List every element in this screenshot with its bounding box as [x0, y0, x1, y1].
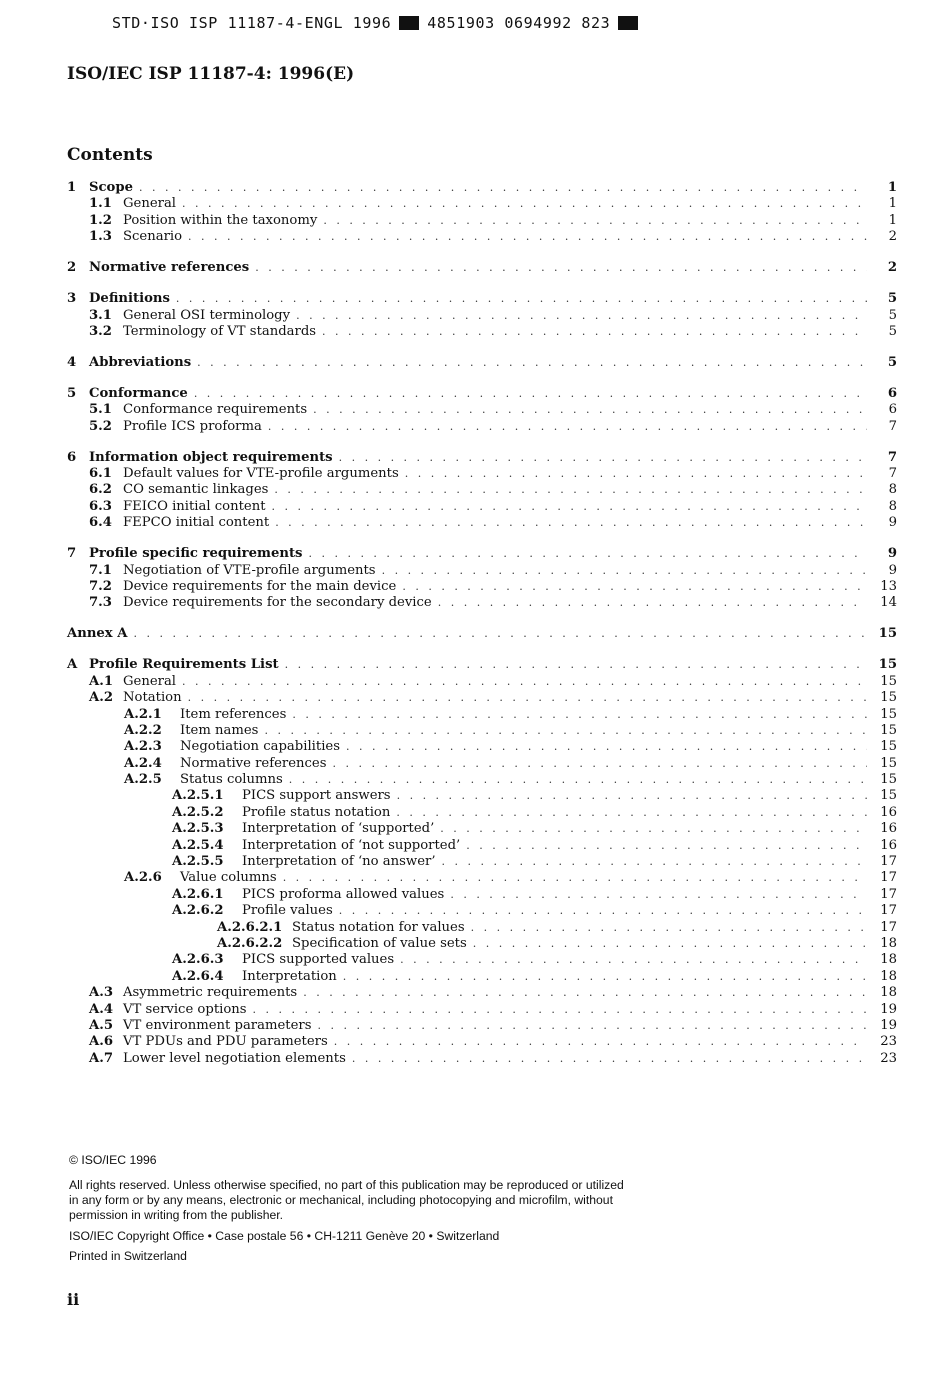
- dot-leader: [197, 356, 867, 369]
- toc-entry-number: A: [67, 657, 78, 673]
- toc-entry-number: 1.3: [89, 229, 112, 245]
- toc-entry-number: A.2.6: [124, 870, 162, 886]
- toc-entry[interactable]: [67, 756, 897, 772]
- toc-entry-page: 14: [880, 595, 897, 611]
- toc-entry[interactable]: [67, 196, 897, 212]
- dot-leader: [182, 197, 867, 210]
- dot-leader: [182, 675, 867, 688]
- toc-entry-page: 19: [880, 1001, 897, 1017]
- printed-in-text: Printed in Switzerland: [69, 1249, 187, 1263]
- toc-entry[interactable]: [67, 870, 897, 886]
- toc-entry-title: Lower level negotiation elements: [123, 1050, 346, 1066]
- toc-entry-page: 15: [880, 788, 897, 804]
- toc-entry-number: 5.2: [89, 418, 112, 434]
- toc-entry-page: 23: [880, 1050, 897, 1066]
- dot-leader: [133, 627, 867, 640]
- toc-entry-title: Asymmetric requirements: [123, 985, 298, 1001]
- toc-entry-title: Item references: [180, 706, 287, 722]
- dot-leader: [405, 467, 867, 480]
- toc-entry-number: A.5: [89, 1017, 113, 1033]
- dot-leader: [313, 403, 867, 416]
- dot-leader: [343, 970, 867, 983]
- black-block-mark: [618, 16, 638, 30]
- toc-entry[interactable]: [67, 450, 897, 466]
- toc-entry-title: CO semantic linkages: [123, 482, 269, 498]
- toc-entry-number: A.2.5.3: [172, 821, 224, 837]
- toc-entry[interactable]: [67, 707, 897, 723]
- toc-entry[interactable]: [67, 805, 897, 821]
- dot-leader: [274, 483, 867, 496]
- toc-entry-number: A.4: [89, 1001, 113, 1017]
- toc-entry-number: A.2.4: [124, 755, 162, 771]
- dot-leader: [322, 325, 867, 338]
- black-block-mark: [399, 16, 419, 30]
- dot-leader: [194, 387, 867, 400]
- toc-entry-title: Annex A: [67, 626, 128, 642]
- toc-entry-title: Profile ICS proforma: [123, 418, 262, 434]
- toc-entry[interactable]: [67, 920, 897, 936]
- scan-code-part-2: 4851903 0694992 823: [427, 14, 611, 32]
- toc-entry[interactable]: [67, 260, 897, 276]
- toc-entry[interactable]: [67, 1051, 897, 1067]
- toc-entry[interactable]: [67, 1018, 897, 1034]
- toc-entry-number: A.2.2: [124, 722, 162, 738]
- toc-entry[interactable]: [67, 229, 897, 245]
- toc-entry-title: General OSI terminology: [123, 307, 291, 323]
- dot-leader: [450, 888, 867, 901]
- toc-entry[interactable]: [67, 723, 897, 739]
- table-of-contents: [67, 180, 897, 1067]
- dot-leader: [402, 580, 867, 593]
- dot-leader: [400, 953, 867, 966]
- toc-entry-number: A.2.5.4: [172, 837, 224, 853]
- toc-entry-title: General: [123, 196, 177, 212]
- dot-leader: [466, 839, 867, 852]
- toc-entry[interactable]: [67, 788, 897, 804]
- toc-entry-title: Status columns: [180, 772, 283, 788]
- toc-entry-page: 9: [888, 515, 897, 531]
- dot-leader: [473, 937, 867, 950]
- toc-entry-title: Conformance: [89, 385, 188, 401]
- dot-leader: [188, 230, 867, 243]
- toc-entry-page: 17: [880, 919, 897, 935]
- toc-entry-title: FEPCO initial content: [123, 515, 270, 531]
- toc-entry[interactable]: [67, 546, 897, 562]
- toc-entry-title: Interpretation of ‘supported’: [242, 821, 435, 837]
- toc-entry-page: 8: [888, 498, 897, 514]
- toc-entry-title: VT PDUs and PDU parameters: [123, 1034, 328, 1050]
- toc-entry[interactable]: [67, 499, 897, 515]
- toc-entry-page: 18: [880, 935, 897, 951]
- toc-entry-number: A.1: [89, 673, 113, 689]
- toc-entry-number: 5: [67, 385, 77, 401]
- dot-leader: [264, 724, 867, 737]
- toc-entry-number: 7: [67, 546, 77, 562]
- dot-leader: [139, 181, 867, 194]
- toc-entry[interactable]: [67, 936, 897, 952]
- toc-entry[interactable]: [67, 291, 897, 307]
- dot-leader: [440, 822, 867, 835]
- toc-entry-number: A.2.5: [124, 772, 162, 788]
- page-number: ii: [67, 1290, 80, 1309]
- toc-entry-title: General: [123, 673, 177, 689]
- dot-leader: [188, 691, 867, 704]
- toc-entry-page: 1: [888, 212, 897, 228]
- scan-header-code: [112, 12, 812, 34]
- dot-leader: [397, 789, 867, 802]
- dot-leader: [255, 261, 867, 274]
- toc-entry-number: 6.3: [89, 498, 112, 514]
- toc-entry[interactable]: [67, 739, 897, 755]
- toc-entry-title: Terminology of VT standards: [123, 323, 317, 339]
- toc-entry[interactable]: [67, 952, 897, 968]
- toc-entry-title: PICS proforma allowed values: [242, 886, 445, 902]
- toc-entry-number: A.2.6.1: [172, 886, 224, 902]
- toc-entry[interactable]: [67, 838, 897, 854]
- toc-entry-page: 15: [880, 706, 897, 722]
- toc-entry-number: 1.2: [89, 212, 112, 228]
- toc-entry-number: 1.1: [89, 196, 112, 212]
- toc-entry[interactable]: [67, 595, 897, 611]
- toc-entry-title: Device requirements for the secondary device: [123, 595, 432, 611]
- toc-entry-number: 1: [67, 180, 77, 195]
- dot-leader: [317, 1019, 867, 1032]
- toc-entry-title: Profile values: [242, 903, 333, 919]
- dot-leader: [332, 757, 867, 770]
- toc-entry[interactable]: [67, 324, 897, 340]
- toc-entry-number: A.2.5.2: [172, 804, 224, 820]
- toc-entry-page: 15: [880, 722, 897, 738]
- toc-entry-page: 17: [880, 854, 897, 870]
- dot-leader: [382, 564, 867, 577]
- dot-leader: [442, 855, 867, 868]
- scan-code-part-1: STD·ISO ISP 11187-4-ENGL 1996: [112, 14, 392, 32]
- toc-entry-title: Abbreviations: [89, 354, 192, 370]
- toc-entry-title: Negotiation of VTE-profile arguments: [123, 562, 376, 578]
- toc-entry-page: 2: [887, 260, 897, 276]
- toc-entry[interactable]: [67, 772, 897, 788]
- toc-entry[interactable]: [67, 1002, 897, 1018]
- toc-entry-title: Definitions: [89, 291, 170, 307]
- toc-entry[interactable]: [67, 626, 897, 642]
- toc-entry-page: 18: [880, 968, 897, 984]
- toc-entry-page: 15: [880, 739, 897, 755]
- toc-entry[interactable]: [67, 355, 897, 371]
- toc-entry-title: Conformance requirements: [123, 402, 308, 418]
- toc-entry-page: 6: [888, 402, 897, 418]
- toc-entry-title: Interpretation of ‘no answer’: [242, 854, 436, 870]
- copyright-block: [69, 1153, 629, 1264]
- toc-entry[interactable]: [67, 969, 897, 985]
- toc-entry-page: 6: [887, 385, 897, 401]
- toc-entry-page: 2: [888, 229, 897, 245]
- toc-entry-number: 5.1: [89, 402, 112, 418]
- toc-entry-page: 19: [880, 1017, 897, 1033]
- toc-entry-page: 16: [880, 837, 897, 853]
- dot-leader: [334, 1035, 867, 1048]
- toc-entry[interactable]: [67, 821, 897, 837]
- toc-entry-page: 8: [888, 482, 897, 498]
- dot-leader: [303, 986, 867, 999]
- toc-entry-page: 16: [880, 804, 897, 820]
- toc-entry-page: 7: [887, 449, 897, 465]
- dot-leader: [275, 516, 867, 529]
- toc-entry-title: Profile Requirements List: [89, 657, 279, 673]
- toc-entry-number: 6.1: [89, 466, 112, 482]
- toc-entry-title: Profile specific requirements: [89, 546, 303, 562]
- toc-entry-number: A.7: [89, 1050, 113, 1066]
- toc-entry[interactable]: [67, 515, 897, 531]
- toc-entry-title: PICS support answers: [242, 788, 391, 804]
- toc-entry[interactable]: [67, 308, 897, 324]
- toc-entry-page: 9: [887, 546, 897, 562]
- toc-entry-page: 15: [878, 657, 897, 673]
- dot-leader: [323, 214, 867, 227]
- toc-entry[interactable]: [67, 657, 897, 673]
- toc-entry-page: 7: [888, 418, 897, 434]
- dot-leader: [339, 904, 867, 917]
- toc-entry-title: Information object requirements: [89, 449, 333, 465]
- dot-leader: [283, 871, 867, 884]
- toc-entry[interactable]: [67, 854, 897, 870]
- dot-leader: [272, 500, 867, 513]
- toc-entry-title: Normative references: [89, 260, 250, 276]
- dot-leader: [308, 547, 867, 560]
- toc-entry[interactable]: [67, 180, 897, 196]
- toc-entry[interactable]: [67, 674, 897, 690]
- toc-entry-title: Item names: [180, 722, 259, 738]
- toc-entry-number: A.2.5.1: [172, 788, 224, 804]
- dot-leader: [292, 708, 867, 721]
- toc-entry-number: 3.1: [89, 307, 112, 323]
- toc-entry-page: 15: [880, 673, 897, 689]
- toc-entry-page: 17: [880, 903, 897, 919]
- toc-entry-page: 9: [888, 562, 897, 578]
- toc-entry-title: Interpretation: [242, 968, 337, 984]
- toc-entry-number: 6.2: [89, 482, 112, 498]
- toc-entry-number: A.2.6.2: [172, 903, 224, 919]
- dot-leader: [438, 596, 867, 609]
- toc-entry[interactable]: [67, 482, 897, 498]
- copyright-line: © ISO/IEC 1996: [69, 1153, 157, 1167]
- toc-entry[interactable]: [67, 402, 897, 418]
- toc-entry-page: 7: [888, 466, 897, 482]
- rights-reserved-text: All rights reserved. Unless otherwise specified, no part of this publication may be reproduced or utilized in any form or by any means, electronic or mechanical, including photocopying and microfilm, without permission in writing from the publisher.: [69, 1178, 624, 1222]
- toc-entry-page: 5: [887, 354, 897, 370]
- dot-leader: [396, 806, 867, 819]
- toc-entry[interactable]: [67, 419, 897, 435]
- toc-entry-number: A.2.6.2.1: [217, 919, 283, 935]
- toc-entry[interactable]: [67, 903, 897, 919]
- toc-entry-title: Default values for VTE-profile arguments: [123, 466, 399, 482]
- toc-entry-page: 1: [887, 180, 897, 195]
- toc-entry-page: 23: [880, 1034, 897, 1050]
- toc-entry-page: 18: [880, 952, 897, 968]
- toc-entry-number: 7.1: [89, 562, 112, 578]
- toc-entry[interactable]: [67, 690, 897, 706]
- toc-entry-number: A.2.1: [124, 706, 162, 722]
- toc-entry-title: FEICO initial content: [123, 498, 266, 514]
- toc-entry-number: 2: [67, 260, 77, 276]
- toc-entry-number: 7.2: [89, 578, 112, 594]
- toc-entry-page: 15: [878, 626, 897, 642]
- toc-entry[interactable]: [67, 563, 897, 579]
- toc-entry-title: Interpretation of ‘not supported’: [242, 837, 461, 853]
- toc-entry-title: PICS supported values: [242, 952, 395, 968]
- toc-entry[interactable]: [67, 985, 897, 1001]
- dot-leader: [471, 921, 867, 934]
- toc-entry-page: 15: [880, 690, 897, 706]
- toc-entry-number: A.2.3: [124, 739, 162, 755]
- copyright-office-address: ISO/IEC Copyright Office • Case postale 56 • CH-1211 Genève 20 • Switzerland: [69, 1229, 500, 1243]
- toc-entry-page: 15: [880, 755, 897, 771]
- toc-entry-title: VT service options: [123, 1001, 247, 1017]
- toc-entry[interactable]: [67, 213, 897, 229]
- toc-entry-page: 1: [888, 196, 897, 212]
- dot-leader: [268, 420, 867, 433]
- toc-entry-page: 18: [880, 985, 897, 1001]
- document-id: ISO/IEC ISP 11187-4: 1996(E): [67, 64, 355, 84]
- toc-entry[interactable]: [67, 466, 897, 482]
- toc-entry-title: Negotiation capabilities: [180, 739, 340, 755]
- dot-leader: [339, 451, 867, 464]
- dot-leader: [289, 773, 867, 786]
- toc-entry-number: A.2.6.3: [172, 952, 224, 968]
- dot-leader: [285, 658, 867, 671]
- toc-entry-page: 17: [880, 870, 897, 886]
- toc-entry-title: Position within the taxonomy: [123, 212, 318, 228]
- toc-entry-title: Scenario: [123, 229, 183, 245]
- toc-entry[interactable]: [67, 386, 897, 402]
- toc-entry-title: Profile status notation: [242, 804, 391, 820]
- toc-entry-page: 13: [880, 578, 897, 594]
- toc-entry-number: 6: [67, 449, 77, 465]
- toc-entry[interactable]: [67, 579, 897, 595]
- toc-entry-title: Device requirements for the main device: [123, 578, 397, 594]
- toc-entry-page: 16: [880, 821, 897, 837]
- toc-entry-title: VT environment parameters: [123, 1017, 312, 1033]
- toc-entry-title: Scope: [89, 180, 133, 195]
- toc-entry-page: 5: [887, 291, 897, 307]
- toc-entry-number: A.2.5.5: [172, 854, 224, 870]
- toc-entry-title: Value columns: [180, 870, 277, 886]
- toc-entry-page: 5: [888, 307, 897, 323]
- dot-leader: [352, 1052, 867, 1065]
- toc-entry-number: 6.4: [89, 515, 112, 531]
- toc-entry-page: 17: [880, 886, 897, 902]
- toc-entry-number: 3.2: [89, 323, 112, 339]
- toc-entry-number: A.2.6.2.2: [217, 935, 283, 951]
- toc-entry-title: Status notation for values: [292, 919, 465, 935]
- toc-entry-title: Notation: [123, 690, 182, 706]
- toc-entry-number: A.2.6.4: [172, 968, 224, 984]
- toc-entry-number: A.3: [89, 985, 113, 1001]
- toc-entry-page: 15: [880, 772, 897, 788]
- toc-entry-title: Normative references: [180, 755, 327, 771]
- contents-title: Contents: [67, 145, 153, 165]
- toc-entry-page: 5: [888, 323, 897, 339]
- dot-leader: [296, 309, 867, 322]
- toc-entry[interactable]: [67, 887, 897, 903]
- toc-entry-number: A.2: [89, 690, 113, 706]
- dot-leader: [176, 292, 867, 305]
- toc-entry[interactable]: [67, 1034, 897, 1050]
- toc-entry-title: Specification of value sets: [292, 935, 467, 951]
- toc-entry-number: 7.3: [89, 595, 112, 611]
- toc-entry-number: 4: [67, 354, 77, 370]
- dot-leader: [346, 740, 867, 753]
- toc-entry-number: 3: [67, 291, 77, 307]
- toc-entry-number: A.6: [89, 1034, 113, 1050]
- dot-leader: [253, 1003, 867, 1016]
